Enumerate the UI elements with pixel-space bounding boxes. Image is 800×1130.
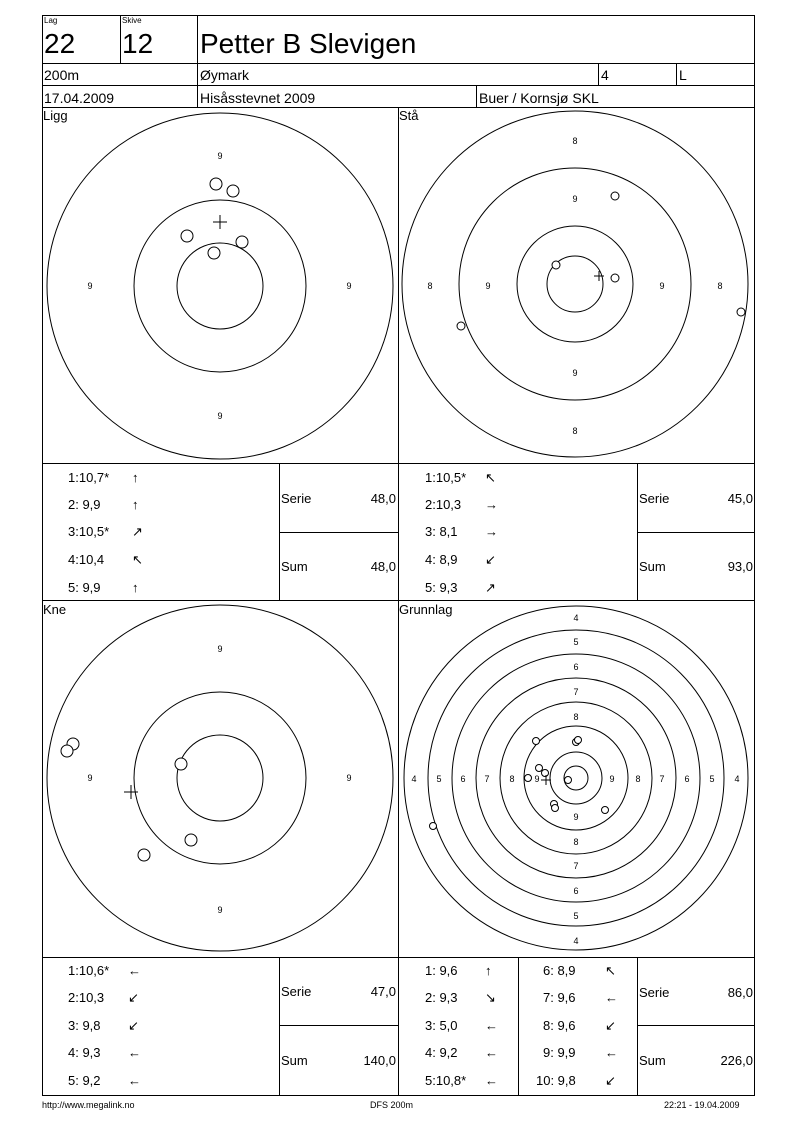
kne-title: Kne [43,602,67,617]
ring-label: 8 [572,136,578,146]
shooter-name: Petter B Slevigen [200,28,417,59]
shot-score: 4: 9,2 [425,1045,458,1060]
direction-arrow-icon: → [485,524,498,539]
shot-hole [61,745,73,757]
shot-score: 5: 9,9 [68,580,101,595]
ring-label: 8 [573,837,579,847]
shot-row [425,990,496,1005]
shot-hole [210,178,222,190]
ring-label: 5 [573,911,579,921]
direction-arrow-icon: ← [128,1073,141,1088]
shot-hole [542,770,549,777]
kne-target [42,601,398,957]
shot-score: 2:10,3 [68,990,105,1005]
ring-label: 7 [573,861,579,871]
organizer: Buer / Kornsjø SKL [479,90,599,106]
shot-row [425,1045,498,1060]
ring-label: 6 [684,774,690,784]
serie-label: Serie [639,491,670,506]
shot-score: 5: 9,2 [68,1073,101,1088]
ring-label: 7 [573,687,579,697]
shot-score: 3:10,5* [68,524,110,539]
shot-hole [533,738,540,745]
mean-point-cross [541,775,551,785]
shot-hole [457,322,465,330]
shot-row [425,552,496,567]
direction-arrow-icon: ↖ [605,963,616,978]
direction-arrow-icon: ↙ [128,990,139,1005]
ring-label: 9 [572,194,578,204]
shot-score: 8: 9,6 [543,1018,576,1033]
shot-score: 7: 9,6 [543,990,576,1005]
ring-label: 9 [573,812,579,822]
skive-label: Skive [122,16,142,25]
serie-value: 47,0 [370,984,396,999]
ring-label: 8 [427,281,433,291]
ring-label: 8 [573,712,579,722]
shot-hole [565,777,572,784]
shot-row [543,990,618,1005]
ring-label: 8 [635,774,641,784]
shot-score: 3: 8,1 [425,524,458,539]
shot-row [543,1045,618,1060]
direction-arrow-icon: → [485,497,498,512]
shot-row [425,1073,498,1088]
distance: 200m [44,67,80,83]
event-name: Hisåsstevnet 2009 [200,90,316,106]
direction-arrow-icon: ↖ [132,552,143,567]
shot-score: 5: 9,3 [425,580,458,595]
shot-hole [536,765,543,772]
ring-label: 7 [484,774,490,784]
shot-row [68,990,139,1005]
shot-row [536,1073,616,1088]
ring-label: 9 [609,774,615,784]
club: Øymark [200,67,249,83]
lag-value: 22 [44,28,76,59]
ring-label: 4 [734,774,740,784]
shot-row [68,497,139,512]
shot-row [68,552,143,567]
grunnlag-target [398,601,754,957]
shot-score: 1:10,5* [425,470,467,485]
direction-arrow-icon: ← [128,1045,141,1060]
direction-arrow-icon: ↗ [132,524,143,539]
direction-arrow-icon: ↙ [485,552,496,567]
class-number: 4 [601,67,609,83]
shot-row [425,1018,498,1033]
shot-score: 6: 8,9 [543,963,576,978]
ring-label: 9 [217,644,223,654]
serie-label: Serie [281,984,312,999]
shot-row [68,524,143,539]
footer-program: DFS 200m [370,1100,414,1110]
direction-arrow-icon: ↙ [128,1018,139,1033]
shot-hole [575,737,582,744]
serie-label: Serie [281,491,312,506]
direction-arrow-icon: ↑ [132,497,139,512]
direction-arrow-icon: ← [485,1073,498,1088]
shot-score: 10: 9,8 [536,1073,576,1088]
ligg-target [42,108,398,463]
shot-row [425,580,496,595]
sum-label: Sum [639,559,666,574]
ring-label: 5 [436,774,442,784]
shot-score: 4: 9,3 [68,1045,101,1060]
sum-value: 48,0 [370,559,396,574]
serie-value: 86,0 [727,985,753,1000]
direction-arrow-icon: ← [605,1045,618,1060]
direction-arrow-icon: ↑ [132,580,139,595]
sum-value: 140,0 [363,1053,396,1068]
ring-label: 9 [572,368,578,378]
shot-score: 4: 8,9 [425,552,458,567]
shot-row [425,524,498,539]
shot-hole [611,192,619,200]
ring-label: 4 [411,774,417,784]
sum-label: Sum [281,559,308,574]
shot-row [68,470,139,485]
direction-arrow-icon: ← [128,963,141,978]
ring-label: 9 [659,281,665,291]
ring-label: 4 [573,613,579,623]
ring-label: 9 [346,773,352,783]
shot-row [68,963,141,978]
ring-label: 9 [217,411,223,421]
ring-label: 6 [573,886,579,896]
shot-score: 1:10,6* [68,963,110,978]
shot-hole [236,236,248,248]
ring-label: 7 [659,774,665,784]
skive-value: 12 [122,28,154,59]
shot-row [543,963,616,978]
class-letter: L [679,67,687,83]
shot-score: 3: 9,8 [68,1018,101,1033]
shot-hole [185,834,197,846]
shot-hole [175,758,187,770]
shot-hole [737,308,745,316]
direction-arrow-icon: ↙ [605,1073,616,1088]
direction-arrow-icon: ↗ [485,580,496,595]
ring-label: 9 [217,151,223,161]
sum-label: Sum [639,1053,666,1068]
shot-hole [525,775,532,782]
direction-arrow-icon: ← [605,990,618,1005]
shot-score: 1:10,7* [68,470,110,485]
shot-row [68,580,139,595]
shot-score: 9: 9,9 [543,1045,576,1060]
shot-hole [181,230,193,242]
serie-value: 48,0 [370,491,396,506]
ring-label: 8 [572,426,578,436]
shot-hole [552,805,559,812]
shot-score: 2: 9,9 [68,497,101,512]
shot-row [425,497,498,512]
shot-row [68,1045,141,1060]
shot-row [68,1018,139,1033]
ring-label: 5 [709,774,715,784]
shot-score: 4:10,4 [68,552,105,567]
direction-arrow-icon: ↙ [605,1018,616,1033]
sta-title: Stå [399,108,419,123]
serie-value: 45,0 [727,491,753,506]
direction-arrow-icon: ↑ [132,470,139,485]
ring-label: 8 [509,774,515,784]
sum-label: Sum [281,1053,308,1068]
ring-label: 9 [87,773,93,783]
shot-hole [611,274,619,282]
ring-label: 5 [573,637,579,647]
ring-label: 4 [573,936,579,946]
shot-score: 2:10,3 [425,497,462,512]
shot-score: 5:10,8* [425,1073,467,1088]
shot-hole [138,849,150,861]
shot-row [68,1073,141,1088]
direction-arrow-icon: ↑ [485,963,492,978]
shot-row [425,963,492,978]
footer-timestamp: 22:21 - 19.04.2009 [664,1100,740,1110]
shot-hole [430,823,437,830]
lag-label: Lag [44,16,58,25]
date: 17.04.2009 [44,90,115,106]
ligg-title: Ligg [43,108,68,123]
ring-label: 9 [485,281,491,291]
direction-arrow-icon: ↖ [485,470,496,485]
ring-label: 9 [217,905,223,915]
ring-label: 9 [87,281,93,291]
ring-label: 6 [573,662,579,672]
serie-label: Serie [639,985,670,1000]
shot-hole [227,185,239,197]
direction-arrow-icon: ↘ [485,990,496,1005]
shot-hole [208,247,220,259]
mean-point-cross [213,215,227,229]
shot-row [425,470,496,485]
ring-label: 6 [460,774,466,784]
grunnlag-title: Grunnlag [399,602,453,617]
ring-label: 9 [346,281,352,291]
footer-url: http://www.megalink.no [42,1100,135,1110]
sum-value: 93,0 [727,559,753,574]
sum-value: 226,0 [720,1053,753,1068]
direction-arrow-icon: ← [485,1045,498,1060]
ring-label: 9 [534,774,540,784]
shot-score: 3: 5,0 [425,1018,458,1033]
shot-hole [552,261,560,269]
direction-arrow-icon: ← [485,1018,498,1033]
shot-score: 2: 9,3 [425,990,458,1005]
ring-label: 8 [717,281,723,291]
shot-hole [602,807,609,814]
shot-row [543,1018,616,1033]
sta-target [398,108,754,463]
shot-score: 1: 9,6 [425,963,458,978]
